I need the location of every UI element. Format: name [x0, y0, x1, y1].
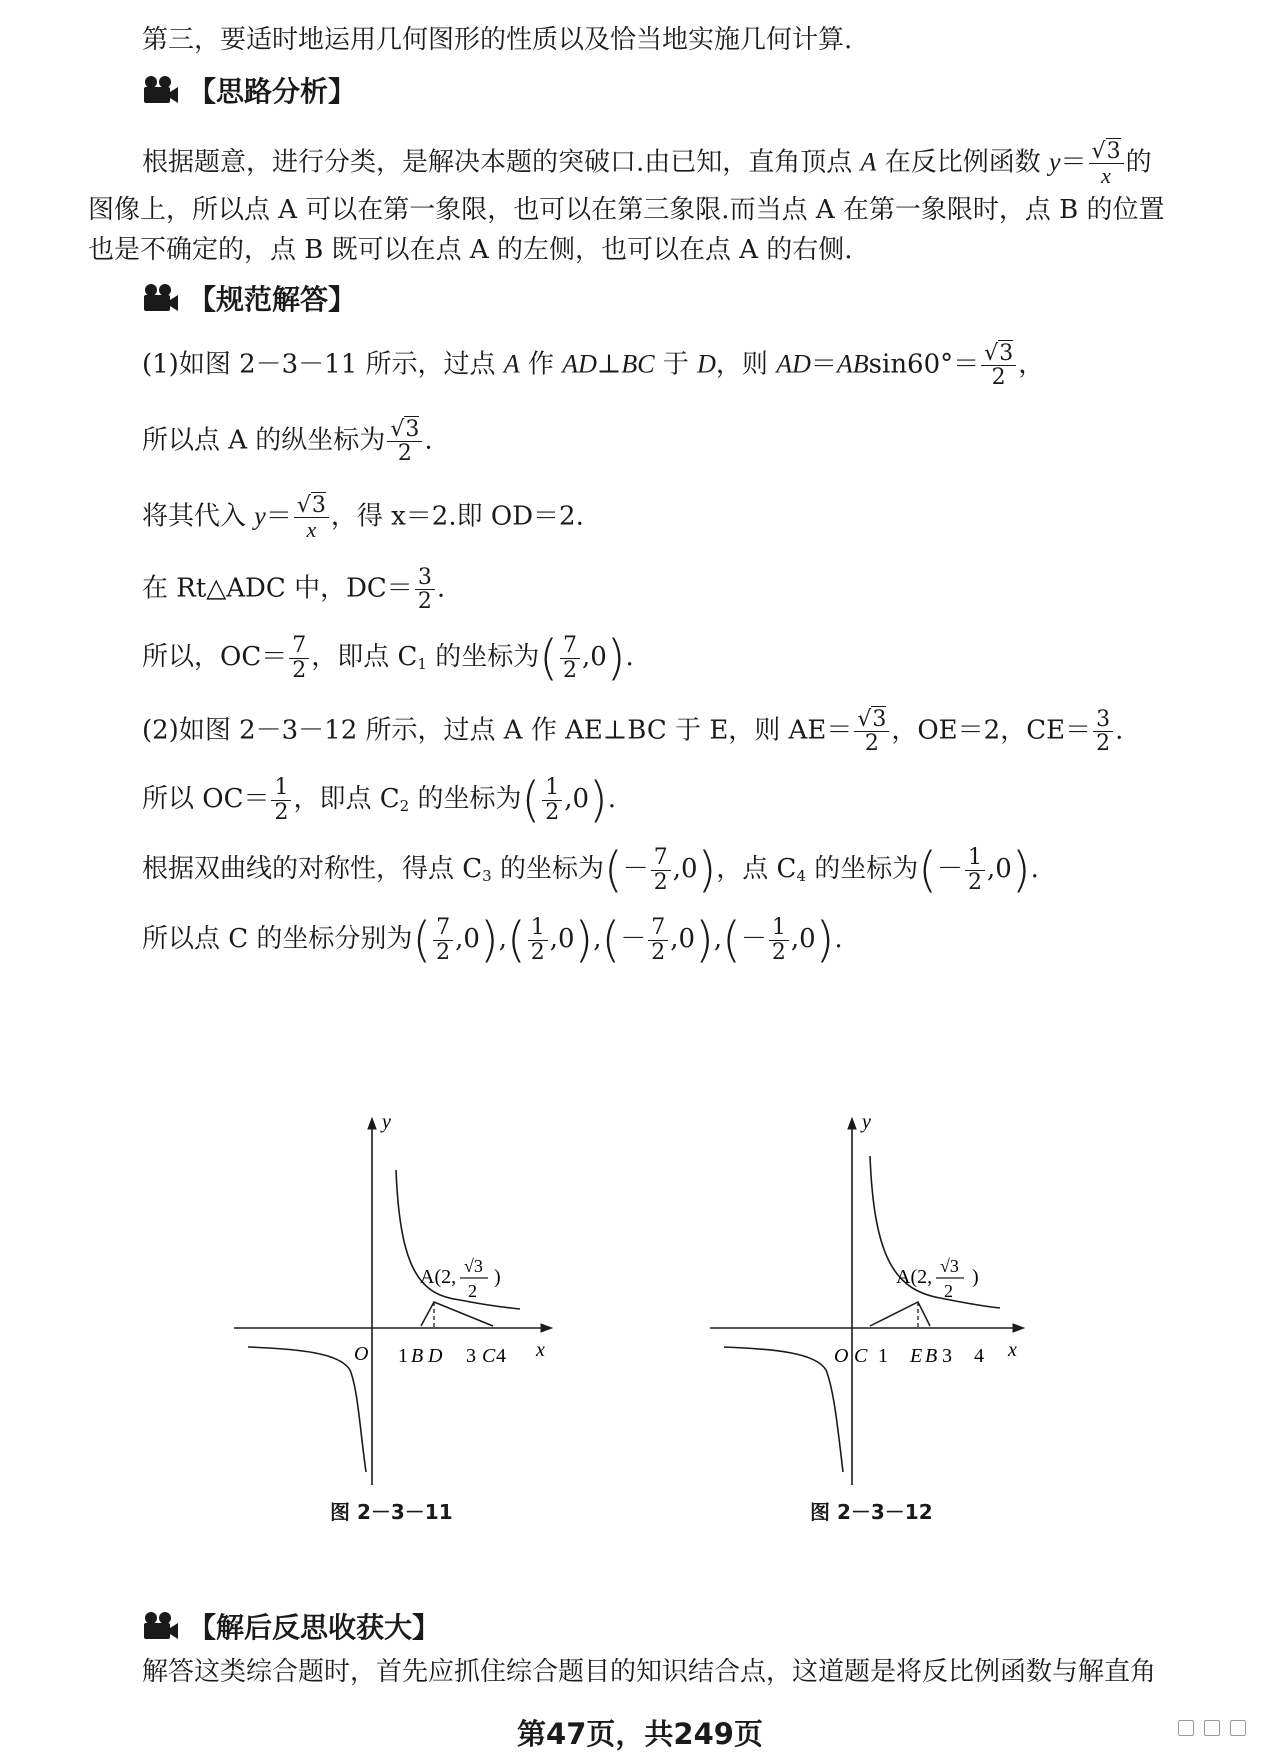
point-a-close: ) — [972, 1266, 979, 1288]
solution-p9: 所以点 C 的坐标分别为( $\frac{7}{2}$ ,0),( $\frac{1}{2}$ ,0),(－ $\frac{7}{2}$ ,0),(－ $\frac{1}{2}$ ,0). — [142, 912, 843, 968]
tick-label: 4 — [974, 1345, 984, 1367]
point-a-sqrt: √3 — [940, 1256, 959, 1276]
analysis-line-1: 根据题意，进行分类，是解决本题的突破口.由已知，直角顶点 A 在反比例函数 y＝ $\frac{√3}{x}$ 的 — [142, 139, 1152, 189]
tick-label: 1 — [398, 1345, 408, 1367]
video-camera-icon — [142, 1611, 180, 1641]
solution-p3: 将其代入 y＝ $\frac{√3}{x}$ ，得 x＝2.即 OD＝2. — [142, 493, 584, 543]
figure-caption: 图 2－3－11 — [330, 1500, 453, 1524]
axis-y-label: y — [862, 1111, 871, 1133]
page-footer: 第47页，共249页 — [517, 1717, 763, 1751]
triangle-abc — [870, 1302, 930, 1326]
reflection-title: 【解后反思收获大】 — [188, 1611, 441, 1644]
origin-label: O — [354, 1343, 369, 1365]
point-a-close: ) — [494, 1266, 501, 1288]
solution-p8: 根据双曲线的对称性，得点 $C_3$ 的坐标为(－ $\frac{7}{2}$ ,0)，点 $C_4$ 的坐标为(－ $\frac{1}{2}$ ,0). — [142, 842, 1039, 898]
reflection-heading — [142, 1606, 440, 1646]
analysis-line-2: 图像上，所以点 A 可以在第一象限，也可以在第三象限.而当点 A 在第一象限时，点 B 的位置 — [88, 195, 1165, 225]
tick-label: B — [411, 1345, 424, 1367]
axis-y-label: y — [382, 1111, 391, 1133]
hyperbola-branch-1 — [396, 1170, 520, 1309]
axis-x-label: x — [536, 1339, 545, 1361]
analysis-title: 【思路分析】 — [188, 75, 357, 108]
solution-p1: (1)如图 2－3－11 所示，过点 A 作 AD⊥BC 于 D，则 AD＝ABsin60°＝ $\frac{√3}{2}$ ， — [142, 341, 1045, 391]
figure-2-3-11 — [220, 1100, 560, 1490]
video-camera-icon — [142, 283, 180, 313]
triangle-abc — [421, 1302, 493, 1326]
video-camera-icon — [142, 75, 180, 105]
control-icon[interactable] — [1230, 1720, 1246, 1736]
tick-label: 1 — [878, 1345, 888, 1367]
analysis-heading — [142, 70, 356, 110]
hyperbola-branch-3 — [724, 1347, 843, 1472]
axis-x-label: x — [1008, 1339, 1017, 1361]
tick-label: B — [925, 1345, 938, 1367]
point-a-den: 2 — [944, 1281, 953, 1301]
tick-label: E — [910, 1345, 923, 1367]
reflection-line: 解答这类综合题时，首先应抓住综合题目的知识结合点，这道题是将反比例函数与解直角 — [142, 1657, 1157, 1687]
point-a-label: A(2, — [420, 1266, 457, 1288]
solution-p7: 所以 OC＝ $\frac{1}{2}$ ，即点 $C_2$ 的坐标为( $\frac{1}{2}$ ,0). — [142, 772, 617, 828]
solution-title: 【规范解答】 — [188, 283, 357, 316]
solution-p5: 所以，OC＝ $\frac{7}{2}$ ，即点 $C_1$ 的坐标为( $\frac{7}{2}$ ,0). — [142, 630, 634, 686]
point-a-label: A(2, — [896, 1266, 933, 1288]
hyperbola-branch-1 — [870, 1156, 1000, 1308]
tick-label: C — [854, 1345, 868, 1367]
analysis-line-3: 也是不确定的，点 B 既可以在点 A 的左侧，也可以在点 A 的右侧. — [88, 235, 853, 265]
figure-2-3-12 — [700, 1100, 1040, 1490]
control-icon[interactable] — [1178, 1720, 1194, 1736]
tick-label: 3 — [942, 1345, 952, 1367]
point-a-sqrt: √3 — [464, 1256, 483, 1276]
tick-label: 4 — [496, 1345, 506, 1367]
hyperbola-branch-3 — [248, 1347, 366, 1472]
tick-label: D — [428, 1345, 443, 1367]
control-icon[interactable] — [1204, 1720, 1220, 1736]
point-a-den: 2 — [468, 1281, 477, 1301]
figure-caption: 图 2－3－12 — [810, 1500, 933, 1524]
intro-line: 第三，要适时地运用几何图形的性质以及恰当地实施几何计算. — [142, 25, 853, 55]
solution-p4: 在 Rt△ADC 中，DC＝ $\frac{3}{2}$ . — [142, 565, 446, 615]
page-controls[interactable] — [1178, 1720, 1246, 1736]
solution-heading — [142, 278, 356, 318]
solution-p2: 所以点 A 的纵坐标为 $\frac{√3}{2}$ . — [142, 417, 433, 467]
tick-label: C — [482, 1345, 496, 1367]
tick-label: 3 — [466, 1345, 476, 1367]
solution-p6: (2)如图 2－3－12 所示，过点 A 作 AE⊥BC 于 E，则 AE＝ $\frac{√3}{2}$ ，OE＝2，CE＝ $\frac{3}{2}$ . — [142, 707, 1124, 757]
origin-label: O — [834, 1345, 849, 1367]
